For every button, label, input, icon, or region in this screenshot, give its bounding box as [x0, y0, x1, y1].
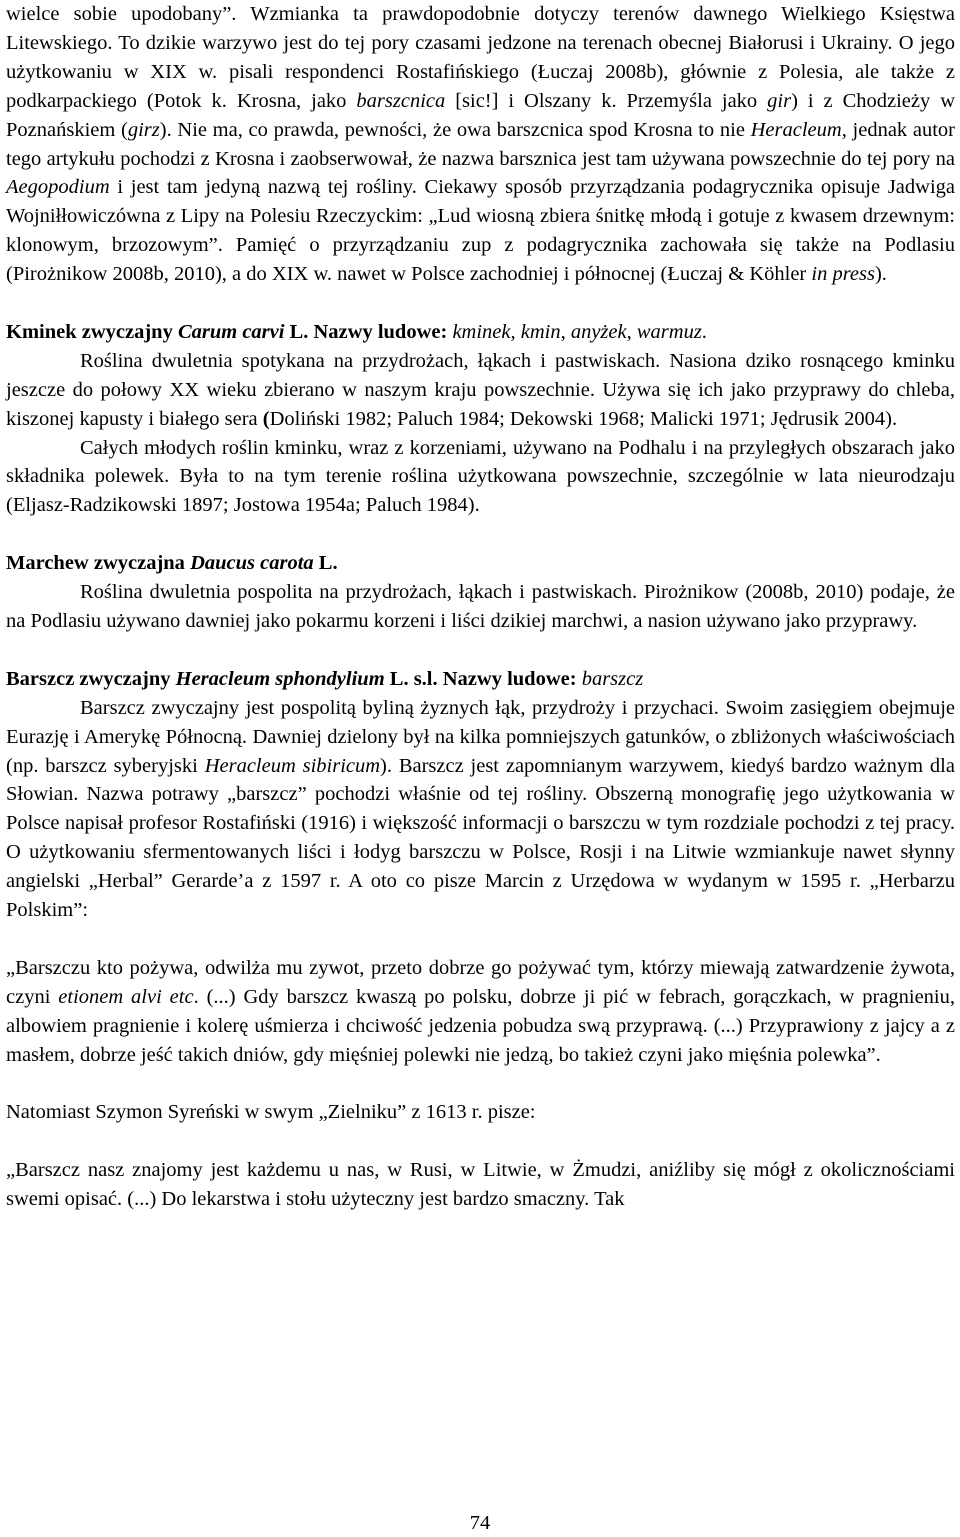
- daucus-heading: Marchew zwyczajna Daucus carota L.: [6, 552, 338, 575]
- heracleum-heading: Barszcz zwyczajny Heracleum sphondylium L. s.l. Nazwy ludowe: barszcz: [6, 667, 644, 690]
- syrenski-intro: Natomiast Szymon Syreński w swym „Zielniku” z 1613 r. pisze:: [6, 1101, 536, 1124]
- herbarz-quote: „Barszczu kto pożywa, odwilża mu zywot, przeto dobrze go pożywać tym, którzy miewają zatwardzenie żywota, czyni etionem alvi etc. (...) Gdy barszcz kwaszą po polsku, dobrze ji pić w febrach, gorączkach, w pragnieniu, albowiem pragnienie i kolerę uśmierza i chciwość jedzenia pobudza swą przyprawą. (...) Przyprawiony z jajcy a z masłem, dobrze jeść takich dniów, gdy mięśniej polewki nie jedzą, bo takież czyni jako mięśnia polewka”.: [6, 956, 955, 1066]
- carum-heading: Kminek zwyczajny Carum carvi L. Nazwy ludowe: kminek, kmin, anyżek, warmuz.: [6, 320, 707, 343]
- carum-paragraph-1: Roślina dwuletnia spotykana na przydrożach, łąkach i pastwiskach. Nasiona dziko rosnącego kminku jeszcze do połowy XX wieku zbierano w naszym kraju powszechnie. Używa się ich jako przyprawy do chleba, kiszonej kapusty i białego sera (Doliński 1982; Paluch 1984; Dekowski 1968; Malicki 1971; Jędrusik 2004).: [6, 349, 955, 430]
- zielnik-quote: „Barszcz nasz znajomy jest każdemu u nas, w Rusi, w Litwie, w Żmudzi, aniźliby się mógł z okolicznościami swemi opisać. (...) Do lekarstwa i stołu użyteczny jest bardzo smaczny. Tak: [6, 1159, 955, 1211]
- page-number: 74: [469, 1512, 491, 1534]
- aegopodium-paragraph-continued: wielce sobie upodobany”. Wzmianka ta prawdopodobnie dotyczy terenów dawnego Wielkiego Księstwa Litewskiego. To dzikie warzywo jest do tej pory czasami jedzone na terenach obecnej Białorusi i Ukrainy. O jego użytkowaniu w XIX w. pisali respondenci Rostafińskiego (Łuczaj 2008b), głównie z Polesia, ale także z podkarpackiego (Potok k. Krosna, jako barszcnica [sic!] i Olszany k. Przemyśla jako gir) i z Chodzieży w Poznańskiem (girz). Nie ma, co prawda, pewności, że owa barszcnica spod Krosna to nie Heracleum, jednak autor tego artykułu pochodzi z Krosna i zaobserwował, że nazwa barsznica jest tam używana powszechnie do tej pory na Aegopodium i jest tam jedyną nazwą tej rośliny. Ciekawy sposób przyrządzania podagrycznika opisuje Jadwiga Wojniłłowiczówna z Lipy na Polesiu Rzeczyckim: „Lud wiosną zbiera śnitkę młodą i gotuje z kwasem drzewnym: klonowym, brzozowym”. Pamięć o przyrządzaniu zup z podagrycznika zachowała się także na Podlasiu (Pirożnikow 2008b, 2010), a do XIX w. nawet w Polsce zachodniej i północnej (Łuczaj & Köhler in press).: [6, 3, 956, 286]
- carum-paragraph-2: Całych młodych roślin kminku, wraz z korzeniami, używano na Podhalu i na przyległych obszarach jako składnika polewek. Była to na tym terenie roślina użytkowana powszechnie, szczególnie w lata nieurodzaju (Eljasz-Radzikowski 1897; Jostowa 1954a; Paluch 1984).: [6, 436, 955, 517]
- document-page: [6, 0, 955, 1214]
- daucus-paragraph: Roślina dwuletnia pospolita na przydrożach, łąkach i pastwiskach. Pirożnikow (2008b, 2010) podaje, że na Podlasiu używano dawniej jako pokarmu korzeni i liści dzikiej marchwi, a nasion używano jako przyprawy.: [6, 581, 955, 632]
- heracleum-paragraph: Barszcz zwyczajny jest pospolitą byliną żyznych łąk, przydroży i przychaci. Swoim zasięgiem obejmuje Eurazję i Amerykę Północną. Dawniej dzielony był na kilka pomniejszych gatunków, o zbliżonych właściwościach (np. barszcz syberyjski Heracleum sibiricum). Barszcz jest zapomnianym warzywem, kiedyś bardzo ważnym dla Słowian. Nazwa potrawy „barszcz” pochodzi właśnie od tej rośliny. Obszerną monografię jego użytkowania w Polsce napisał profesor Rostafiński (1916) i większość informacji o barszczu w tym rozdziale pochodzi z tej pracy. O użytkowaniu sfermentowanych liści i łodyg barszczu w Polsce, Rosji i na Litwie wzmiankuje nawet słynny angielski „Herbal” Gerarde’a z 1597 r. A oto co pisze Marcin z Urzędowa w wydanym w 1595 r. „Herbarzu Polskim”:: [6, 696, 955, 922]
